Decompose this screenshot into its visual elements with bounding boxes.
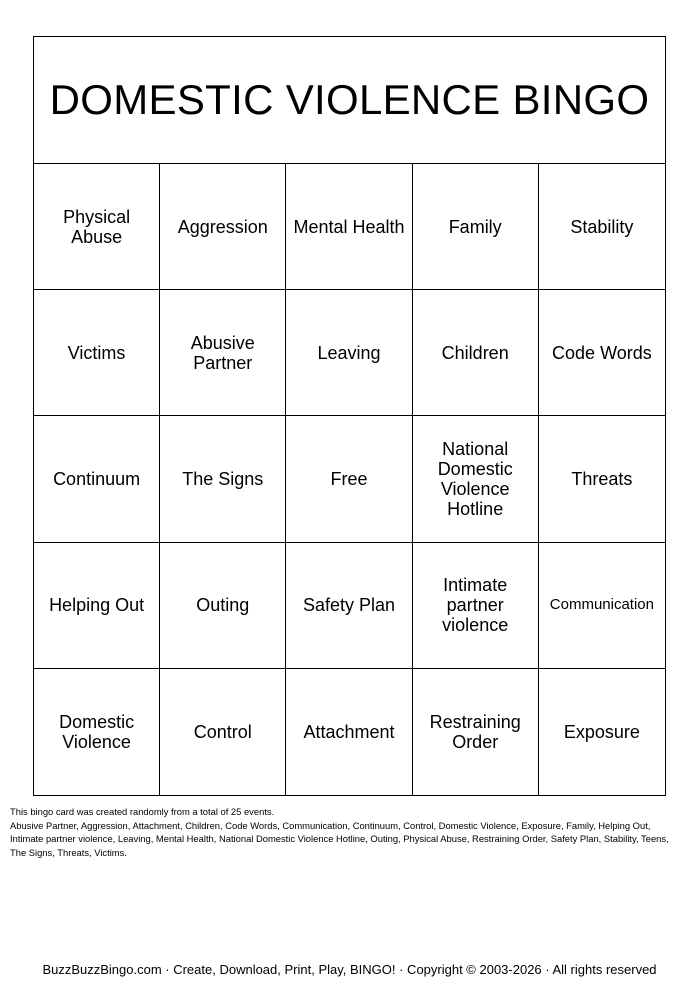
bingo-cell: Aggression [160, 164, 286, 290]
bingo-grid [34, 164, 665, 795]
bingo-cell: Abusive Partner [160, 290, 286, 416]
bingo-cell: Attachment [286, 669, 412, 795]
notes-intro: This bingo card was created randomly from a total of 25 events. [10, 806, 275, 817]
bingo-cell: Code Words [539, 290, 665, 416]
bingo-cell: Restraining Order [413, 669, 539, 795]
bingo-cell: Exposure [563, 721, 640, 742]
bingo-cell: Physical Abuse [34, 164, 160, 290]
bingo-cell: Outing [160, 543, 286, 669]
bingo-cell: Intimate partner violence [413, 543, 539, 669]
bingo-cell: Safety Plan [286, 543, 412, 669]
bingo-cell: The Signs [160, 416, 286, 542]
bingo-cell: Family [413, 164, 539, 290]
notes-events-list: Abusive Partner, Aggression, Attachment, Children, Code Words, Communication, Continuum, Control, Domestic Violence, Exposure, Family, Helping Out, Intimate partner violence, Leaving, Mental Health, National Domestic Violence Hotline, Outing, Physical Abuse, Restraining Order, Safety Plan, Stability, Teens, The Signs, Threats, Victims. [10, 819, 669, 858]
bingo-cell: Helping Out [34, 543, 160, 669]
bingo-cell: Stability [539, 164, 665, 290]
bingo-cell: Children [413, 290, 539, 416]
bingo-cell: Mental Health [286, 164, 412, 290]
card-notes [10, 805, 682, 859]
bingo-card [33, 36, 666, 796]
bingo-cell: Continuum [34, 416, 160, 542]
bingo-cell: Control [160, 669, 286, 795]
bingo-cell-free: Free [286, 416, 412, 542]
bingo-cell: Communication [539, 543, 665, 669]
bingo-cell: Victims [34, 290, 160, 416]
title-row [34, 37, 665, 164]
footer-text: BuzzBuzzBingo.com · Create, Download, Print, Play, BINGO! · Copyright © 2003-2026 · All rights reserved [42, 962, 657, 977]
bingo-cell: Leaving [286, 290, 412, 416]
bingo-cell: National Domestic Violence Hotline [413, 416, 539, 542]
bingo-cell: Domestic Violence [34, 669, 160, 795]
card-title: DOMESTIC VIOLENCE BINGO [49, 76, 650, 123]
bingo-cell: Threats [539, 416, 665, 542]
